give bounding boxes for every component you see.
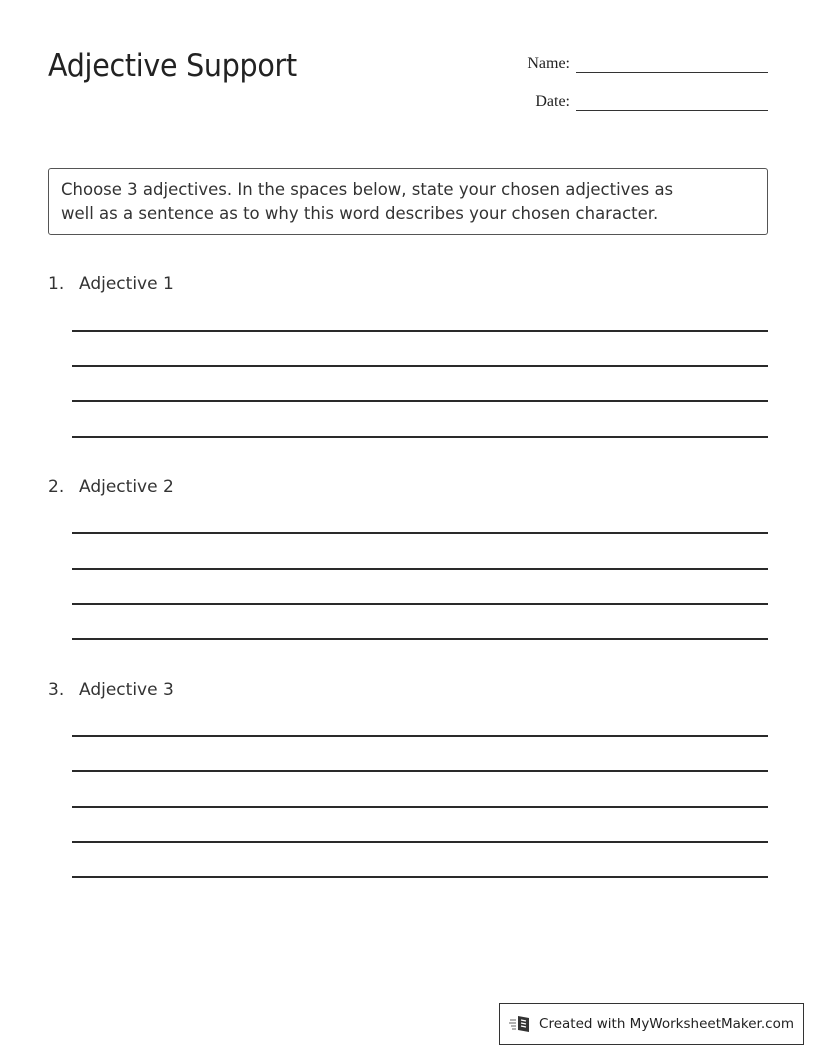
question-1 xyxy=(48,274,174,294)
answer-line[interactable] xyxy=(72,532,768,534)
question-number: 3. xyxy=(48,680,65,700)
name-input-line[interactable] xyxy=(576,54,768,73)
instructions-line-1: Choose 3 adjectives. In the spaces below, state your chosen adjectives as xyxy=(61,180,674,199)
question-label: Adjective 3 xyxy=(79,680,174,700)
question-3 xyxy=(48,680,174,700)
answer-line[interactable] xyxy=(72,876,768,878)
answer-line[interactable] xyxy=(72,568,768,570)
footer-badge[interactable] xyxy=(499,1003,804,1045)
instructions-line-2: well as a sentence as to why this word describes your chosen character. xyxy=(61,204,659,223)
question-label: Adjective 1 xyxy=(79,274,174,294)
answer-line[interactable] xyxy=(72,436,768,438)
answer-line[interactable] xyxy=(72,330,768,332)
question-2 xyxy=(48,477,174,497)
worksheet-maker-logo-icon xyxy=(509,1014,533,1034)
date-input-line[interactable] xyxy=(576,92,768,111)
name-label: Name: xyxy=(527,55,570,72)
footer-text: Created with MyWorksheetMaker.com xyxy=(539,1016,794,1032)
answer-line[interactable] xyxy=(72,365,768,367)
answer-line[interactable] xyxy=(72,400,768,402)
date-label: Date: xyxy=(535,93,570,110)
answer-line[interactable] xyxy=(72,638,768,640)
answer-line[interactable] xyxy=(72,735,768,737)
page-title: Adjective Support xyxy=(48,48,297,84)
question-label: Adjective 2 xyxy=(79,477,174,497)
answer-line[interactable] xyxy=(72,841,768,843)
date-field xyxy=(500,92,768,111)
answer-line[interactable] xyxy=(72,603,768,605)
answer-line[interactable] xyxy=(72,806,768,808)
instructions-box xyxy=(48,168,768,235)
question-number: 1. xyxy=(48,274,65,294)
answer-line[interactable] xyxy=(72,770,768,772)
question-number: 2. xyxy=(48,477,65,497)
name-field xyxy=(500,54,768,73)
